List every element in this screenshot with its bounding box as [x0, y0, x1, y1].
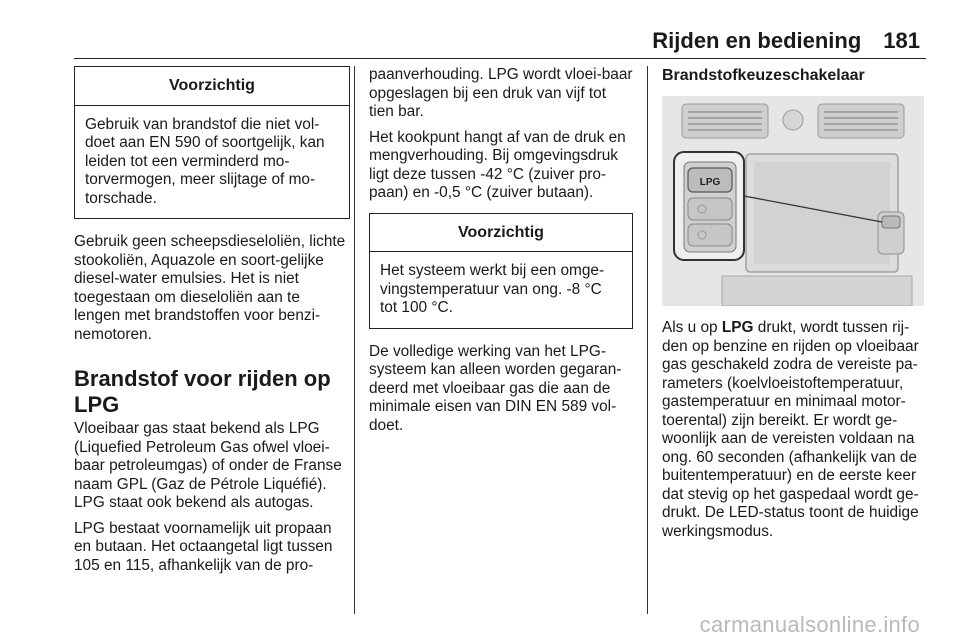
paragraph	[662, 319, 926, 541]
warning-box	[369, 213, 633, 329]
column-divider-2	[647, 66, 648, 614]
text-span: Als u op	[662, 319, 722, 336]
column-1	[74, 66, 350, 582]
column-divider-1	[354, 66, 355, 614]
watermark: carmanualsonline.info	[699, 612, 920, 637]
header-rule	[74, 58, 926, 59]
paragraph: paanverhouding. LPG wordt vloei-baar opgeslagen bij een druk van vijf tot tien bar.	[369, 66, 633, 120]
header-title: Rijden en bediening	[652, 28, 862, 53]
warning-box	[74, 66, 350, 219]
lpg-term: LPG	[721, 319, 754, 336]
section-heading: Brandstofkeuzeschakelaar	[662, 67, 865, 84]
page-header	[652, 28, 920, 54]
paragraph: Het kookpunt hangt af van de druk en mengverhouding. Bij omgevingsdruk ligt deze tussen -42 °C (zuiver pro-paan) en -0,5 °C (zuiver butaan).	[369, 128, 626, 201]
dashboard-figure	[662, 96, 924, 306]
page-number: 181	[883, 28, 920, 53]
warning-body: Het systeem werkt bij een omge-vingstemperatuur van ong. -8 °C tot 100 °C.	[380, 262, 605, 316]
warning-title: Voorzichtig	[370, 214, 632, 253]
paragraph: De volledige werking van het LPG-systeem kan alleen worden gegaran-deerd met vloeibaar gas die aan de minimale eisen van DIN EN 589 vol-doet.	[369, 342, 622, 434]
warning-body: Gebruik van brandstof die niet vol-doet aan EN 590 of soortgelijk, kan leiden tot een verminderd mo-torvermogen, meer slijtage of mo-torschade.	[85, 115, 325, 207]
text-span: drukt, wordt tussen rij-den op benzine en rijden op vloeibaar gas geschakeld zodra de vereiste pa-rameters (koelvloeistoftemperatuur, gastemperatuur en minimaal motor-toerental) zijn bereikt. Er wordt ge-woonlijk aan de vereisten voldaan na ong. 60 seconden (afhankelijk van de buitentemperatuur) en de eerste keer dat stevig op het gaspedaal wordt ge-drukt. De LED-status toont de huidige werkingsmodus.	[662, 319, 919, 540]
paragraph: LPG bestaat voornamelijk uit propaan en butaan. Het octaangetal ligt tussen 105 en 115, afhankelijk van de pro-	[74, 519, 333, 574]
paragraph: Gebruik geen scheepsdieseloliën, lichte stookoliën, Aquazole en soort-gelijke diesel-water emulsies. Het is niet toegestaan om dieseloliën aan te lengen met brandstoffen voor benzi-nemotoren.	[74, 233, 346, 343]
column-2	[369, 66, 633, 442]
warning-title: Voorzichtig	[75, 67, 349, 106]
lpg-button-label: LPG	[699, 177, 721, 188]
section-heading: Brandstof voor rijden op LPG	[74, 366, 331, 417]
column-3	[662, 66, 926, 548]
paragraph: Vloeibaar gas staat bekend als LPG (Liquefied Petroleum Gas ofwel vloei-baar petroleumgas) of onder de Franse naam GPL (Gaz de Pétrole Liquéfié). LPG staat ook bekend als autogas.	[74, 420, 342, 511]
dashboard-illustration	[662, 96, 924, 306]
